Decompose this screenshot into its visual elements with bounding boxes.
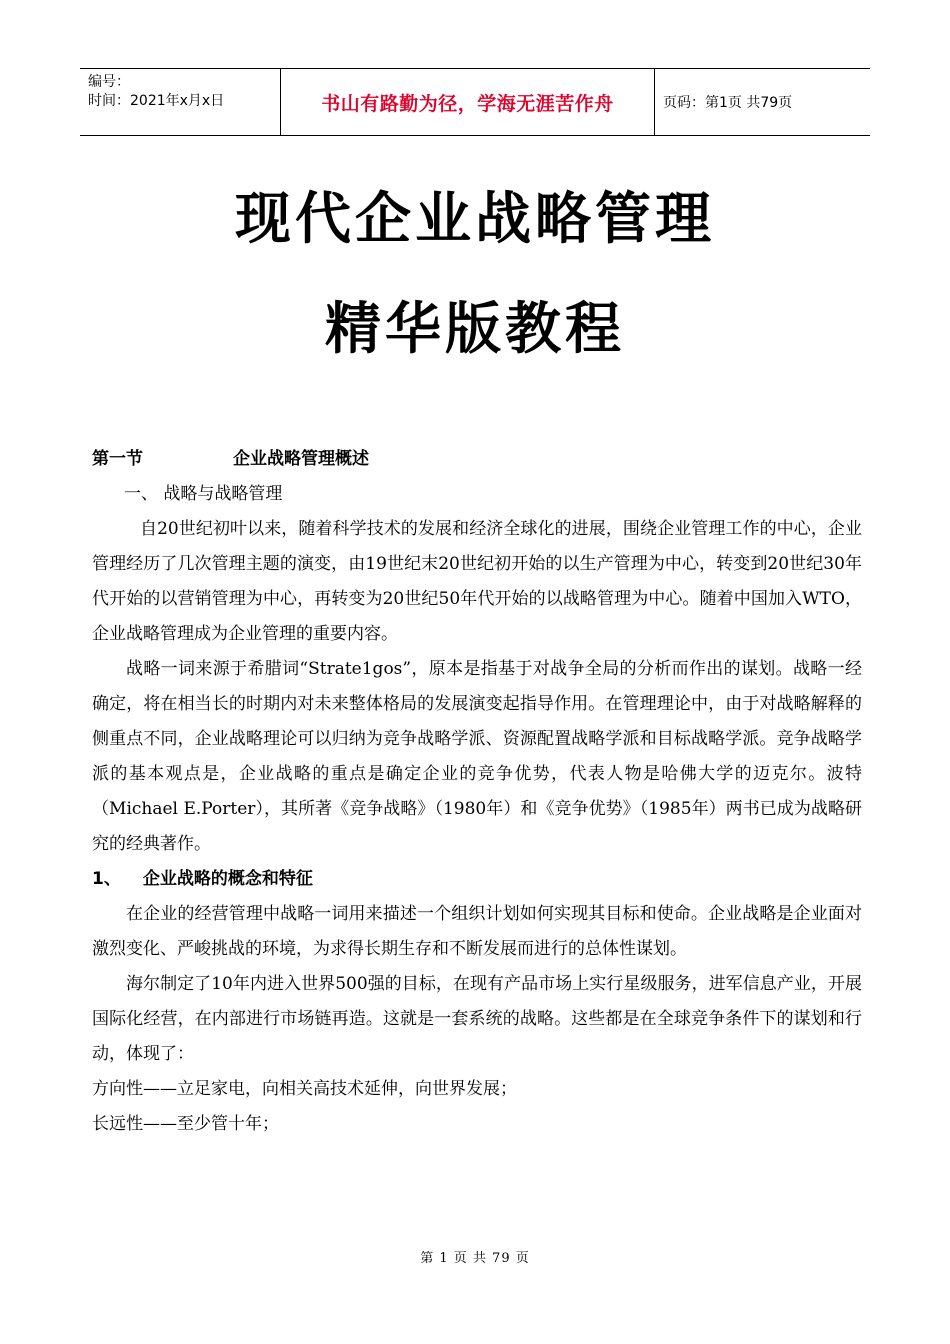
heading-text: 企业战略的概念和特征: [142, 869, 313, 889]
paragraph: 战略一词来源于希腊词“Strate1gos”，原本是指基于对战争全局的分析而作出的谋划。战略一经确定，将在相当长的时期内对未来整体格局的发展演变起指导作用。在管理理论中，由于对战略解释的侧重点不同，企业战略理论可以归纳为竞争战略学派、资源配置战略学派和目标战略学派。竞争战略学派的基本观点是，企业战略的重点是确定企业的竞争优势，代表人物是哈佛大学的迈克尔。波特（Michael E.Porter），其所著《竞争战略》（1980年）和《竞争优势》（1985年）两书已成为战略研究的经典著作。: [92, 659, 862, 854]
header-page-info: 页码：第1页 共79页: [663, 95, 793, 111]
paragraph: 在企业的经营管理中战略一词用来描述一个组织计划如何实现其目标和使命。企业战略是企业面对激烈变化、严峻挑战的环境，为求得长期生存和不断发展而进行的总体性谋划。: [92, 904, 862, 959]
heading-number: 1、: [92, 869, 121, 889]
document-title-line2: 精华版教程: [325, 297, 625, 362]
numbered-heading: [92, 862, 862, 897]
doc-number-label: 编号：: [88, 74, 130, 90]
doc-time-label: 时间：2021年x月x日: [88, 93, 225, 109]
section-heading: [92, 442, 862, 477]
list-item: 长远性——至少管十年；: [92, 1114, 279, 1134]
header-meta: [80, 69, 280, 135]
subsection-heading: 一、 战略与战略管理: [124, 484, 283, 504]
section-number: 第一节: [92, 449, 143, 469]
page-footer: 第 1 页 共 79 页: [420, 1251, 530, 1266]
paragraph: 自20世纪初叶以来，随着科学技术的发展和经济全球化的进展，围绕企业管理工作的中心，企业管理经历了几次管理主题的演变，由19世纪末20世纪初开始的以生产管理为中心，转变到20世纪30年代开始的以营销管理为中心，再转变为20世纪50年代开始的以战略管理为中心。随着中国加入WTO，企业战略管理成为企业管理的重要内容。: [92, 519, 862, 644]
motto-text: 书山有路勤为径，学海无涯苦作舟: [321, 92, 614, 115]
list-item: 方向性——立足家电，向相关高技术延伸，向世界发展；: [92, 1079, 517, 1099]
page-header: [80, 68, 870, 136]
paragraph: 海尔制定了10年内进入世界500强的目标，在现有产品市场上实行星级服务，进军信息产业，开展国际化经营，在内部进行市场链再造。这就是一套系统的战略。这些都是在全球竞争条件下的谋划和行动，体现了：: [92, 974, 862, 1064]
document-title-line1: 现代企业战略管理: [235, 187, 715, 252]
header-motto-cell: [280, 69, 655, 135]
section-name: 企业战略管理概述: [233, 449, 369, 469]
document-body: [92, 442, 862, 1142]
